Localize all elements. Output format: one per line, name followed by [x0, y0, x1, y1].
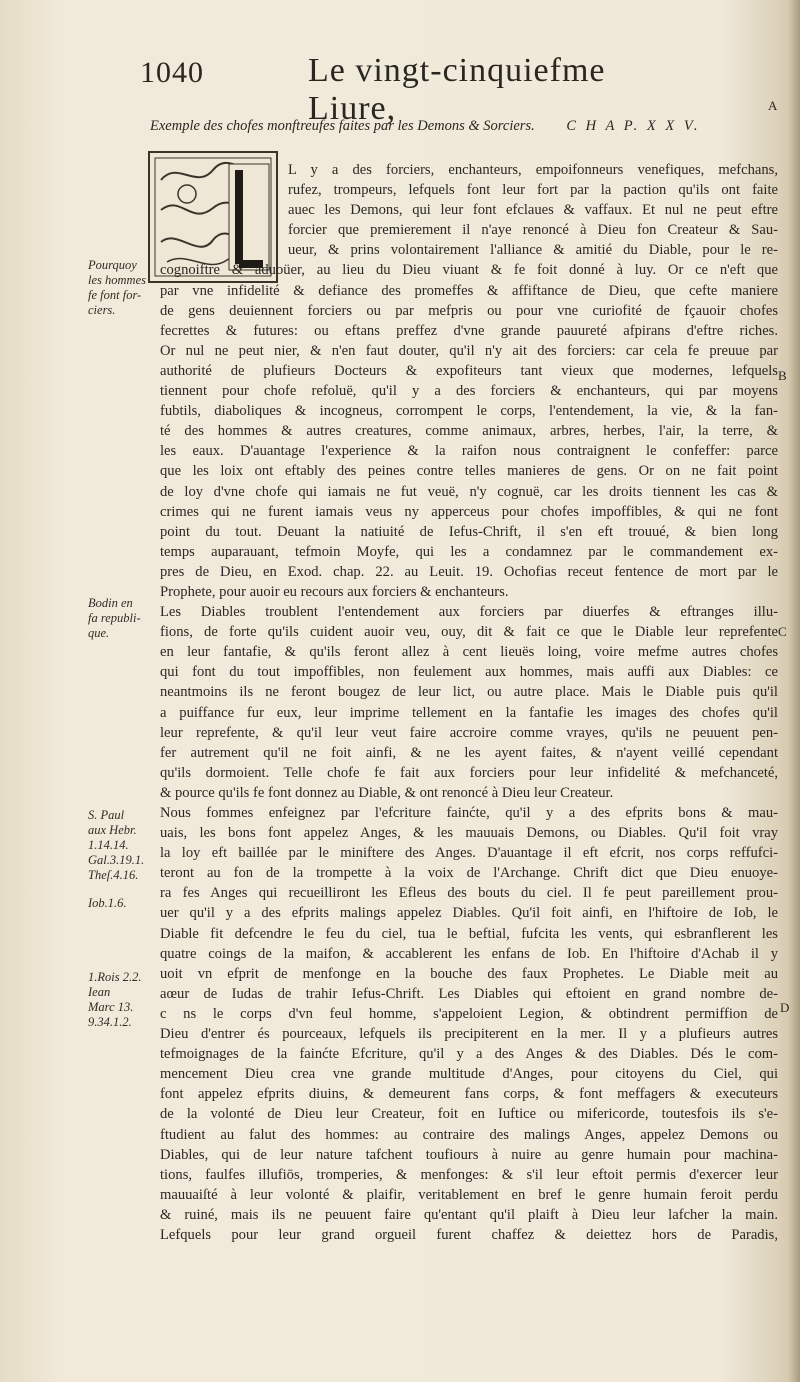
text-line: L y a des forciers, enchanteurs, empoifonneurs venefiques, mefchans,: [288, 162, 778, 178]
text-line: les eaux. D'auantage l'experience & la raifon nous contraignent le confeffer: parce: [160, 443, 778, 460]
text-line: tefmoignages de la fainćte Efcriture, qu'il y a des Anges & des Diables. Dés le com-: [160, 1046, 778, 1063]
text-line: cognoiftre & aduoüer, au lieu du Dieu viuant & fe foit donné à luy. Or ce n'eft que: [160, 262, 778, 279]
section-letter-c: C: [778, 624, 787, 639]
text-line: que les loix ont eftably des peines contre telles manieres de gens. Or on ne fait point: [160, 463, 778, 480]
page-number: 1040: [140, 56, 204, 89]
text-line: la loy eft baillée par le miniftere des Anges. D'auantage il eft efcrit, nos corps reffufci-: [160, 845, 778, 862]
section-letter-b: B: [778, 368, 787, 383]
text-line: ra fes Anges qui recueilliront les Efleus des bouts du ciel. Il fe peut pareillement prou-: [160, 885, 778, 902]
text-line: authorité de plufieurs Docteurs & expofiteurs tant vieux que modernes, lefquels: [160, 362, 778, 379]
text-line: auec les Demons, qui leur font efclaues & vaffaux. Et nul ne peut eftre: [288, 202, 778, 219]
running-title: Le vingt-cinquiefme Liure,: [308, 52, 606, 127]
text-line: & ruiné, mais ils ne peuuent faire qu'entant qu'il plaift à Dieu leur lafcher la main.: [160, 1206, 778, 1223]
text-line: temps auparauant, tefmoin Moyfe, qui les a condamnez par le commandement ex-: [160, 543, 778, 560]
margin-notes: [88, 0, 160, 1382]
text-line: fubtils, diaboliques & incogneus, corrompent le corps, l'entendement, la vie, & la fan-: [160, 403, 778, 420]
text-line: de la volonté de Dieu leur Createur, foit en Iuftice ou mifericorde, toutesfois ils s'e-: [160, 1106, 778, 1123]
text-line: neantmoins ils ne feront bougez de leur lict, ou autre place. Mais le Diable puis qu'il: [160, 684, 778, 701]
margin-note: 1.Rois 2.2. Iean Marc 13. 9.34.1.2.: [88, 970, 142, 1029]
margin-note: Iob.1.6.: [88, 896, 127, 910]
section-letter-a: A: [768, 98, 778, 113]
text-line: tions, faulfes illufiōs, tromperies, & menfonges: & s'il leur eftoit permis d'exercer leur: [160, 1166, 778, 1183]
text-line: teront au fon de la trompette à la voix de l'Archange. Chrift dict que Dieu enuoye-: [160, 865, 778, 882]
text-line: Lefquels pour leur grand orgueil furent chaffez & deiettez hors de Paradis,: [160, 1226, 778, 1243]
text-line: a puiffance fur eux, leur imprime tellement en la fantafie les images des chofes qu'il: [160, 704, 778, 721]
text-line: Nous fommes enfeignez par l'efcriture fainćte, qu'il y a des efprits bons & mau-: [160, 805, 778, 821]
text-line: fer autrement qu'il ne foit ainfi, & ne les ayent faites, & n'ayent veillé cependant: [160, 744, 778, 761]
text-line: Dieu d'entrer és pourceaux, lefquels ils precipiterent en la mer. Il y a plufieurs autres: [160, 1026, 778, 1043]
text-line: c ns le corps d'vn feul homme, s'appeloient Legion, & obtindrent permiffion de: [160, 1005, 778, 1022]
text-line: Diables, qui de leur nature tafchent toufiours à nuire au genre humain pour machina-: [160, 1146, 778, 1163]
text-line: Diable fit defcendre le feu du ciel, tua le beftial, fufcita les vents, qui esbranflerent les: [160, 925, 778, 942]
margin-note: Pourquoy les hommes fe font for- ciers.: [88, 258, 146, 317]
text-line: mencement Dieu crea vne grande multitude d'Anges, pour citoyens du Ciel, qui: [160, 1066, 778, 1083]
text-line: point du tout. Deuant la natiuité de Iefus-Chrift, il s'en eft trouué, & bien long: [160, 523, 778, 540]
margin-note: S. Paul aux Hebr. 1.14.14. Gal.3.19.1. Theſ.4.16.: [88, 808, 145, 882]
margin-note: Bodin en fa republi- que.: [88, 596, 141, 640]
text-line: de gens deuiennent forciers ou par mefpris ou pour vne curiofité de fçauoir chofes: [160, 302, 778, 319]
text-line: té des hommes & autres creatures, comme animaux, arbres, herbes, l'air, la terre, &: [160, 423, 778, 440]
text-line: fecrettes & futures: ou eftans preffez d'vne grande pauureté afpirans d'eftre riches.: [160, 322, 778, 339]
text-line: tiennent pour chofe refoluë, qu'il y a des forciers & enchanteurs, qui par moyens: [160, 383, 778, 400]
text-line: ftudient au falut des hommes: au contraire des malings Anges, appelez Demons ou: [160, 1126, 778, 1143]
section-letter-d: D: [780, 1000, 790, 1015]
text-line: ueur, & prins volontairement l'alliance & amitié du Diable, pour le re-: [288, 242, 778, 259]
text-line: rufez, trompeurs, lefquels font leur fort par la paction qu'ils ont faite: [288, 182, 778, 199]
page-edge: [788, 0, 800, 1382]
text-line: Prophete, pour auoir eu recours aux forciers & enchanteurs.: [160, 583, 509, 600]
text-line: en leur fantafie, & qu'ils feront allez à cent lieuës loing, voire mefme autres chofes: [160, 644, 778, 661]
body-text: [160, 160, 778, 1245]
text-line: leur reprefente, & qu'il leur veut faire accroire comme vrayes, qu'ils ne peuuent pen-: [160, 724, 778, 741]
text-line: fions, de forte qu'ils cuident auoir veu, ouy, dit & fait ce que le Diable leur reprefente: [160, 624, 778, 641]
chapter-number: C H A P. X X V.: [566, 118, 701, 134]
text-line: qui font du tout impoffibles, non feulement aux hommes, mais auffi aux Diables: ce: [160, 664, 778, 681]
text-line: pres de Dieu, en Exod. chap. 22. au Leuit. 19. Ochofias receut fentence de mort par le: [160, 563, 778, 580]
text-line: crimes qui ne furent iamais veus ny apperceus pour chofes impoffibles, & qui ne font: [160, 503, 778, 520]
text-line: Or nul ne peut nier, & n'en faut douter, qu'il n'y ait des forciers: car cela fe preuue par: [160, 342, 778, 359]
text-line: qu'ils dormoient. Telle chofe fe fait aux forciers pour leur infidelité & mefchanceté,: [160, 764, 778, 781]
text-line: de loy d'vne chofe qui iamais ne fut veuë, n'y cognuë, car les droits tiennent les cas &: [160, 483, 778, 500]
chapter-subtitle: Exemple des chofes monftreufes faites par les Demons & Sorciers.: [150, 118, 535, 134]
text-line: par vne infidelité & defiance des promeffes & affiftance de Dieu, que cefte maniere: [160, 282, 778, 299]
text-line: mauuaiſté à leur volonté & plaifir, veritablement en bref le genre humain feroit perdu: [160, 1186, 778, 1203]
text-line: & pource qu'ils fe font donnez au Diable, & ont renoncé à Dieu leur Createur.: [160, 784, 614, 801]
text-line: aœur de Iudas de trahir Iefus-Chrift. Les Diables qui eftoient en grand nombre de-: [160, 985, 778, 1002]
chapter-heading: [150, 118, 770, 135]
text-line: font appelez efprits diuins, & demeurent fans corps, & font meffagers & executeurs: [160, 1086, 778, 1103]
text-line: Les Diables troublent l'entendement aux forciers par diuerfes & eftranges illu-: [160, 604, 778, 621]
text-line: uer qu'il y a des efprits malings appelez Diables. Qu'il foit ainfi, en l'hiftoire de Iob, le: [160, 905, 778, 922]
text-line: uais, les bons font appelez Anges, & les mauuais Demons, ou Diables. Qu'il foit vray: [160, 825, 778, 842]
text-line: quatre coings de la maifon, & accablerent les enfans de Iob. En l'hiftoire d'Achab il y: [160, 945, 778, 962]
text-line: uoit vn efprit de menfonge en la bouche des faux Prophetes. Le Diable meit au: [160, 965, 778, 982]
text-line: forcier que premierement il n'aye renoncé à Dieu fon Createur & Sau-: [288, 222, 778, 239]
